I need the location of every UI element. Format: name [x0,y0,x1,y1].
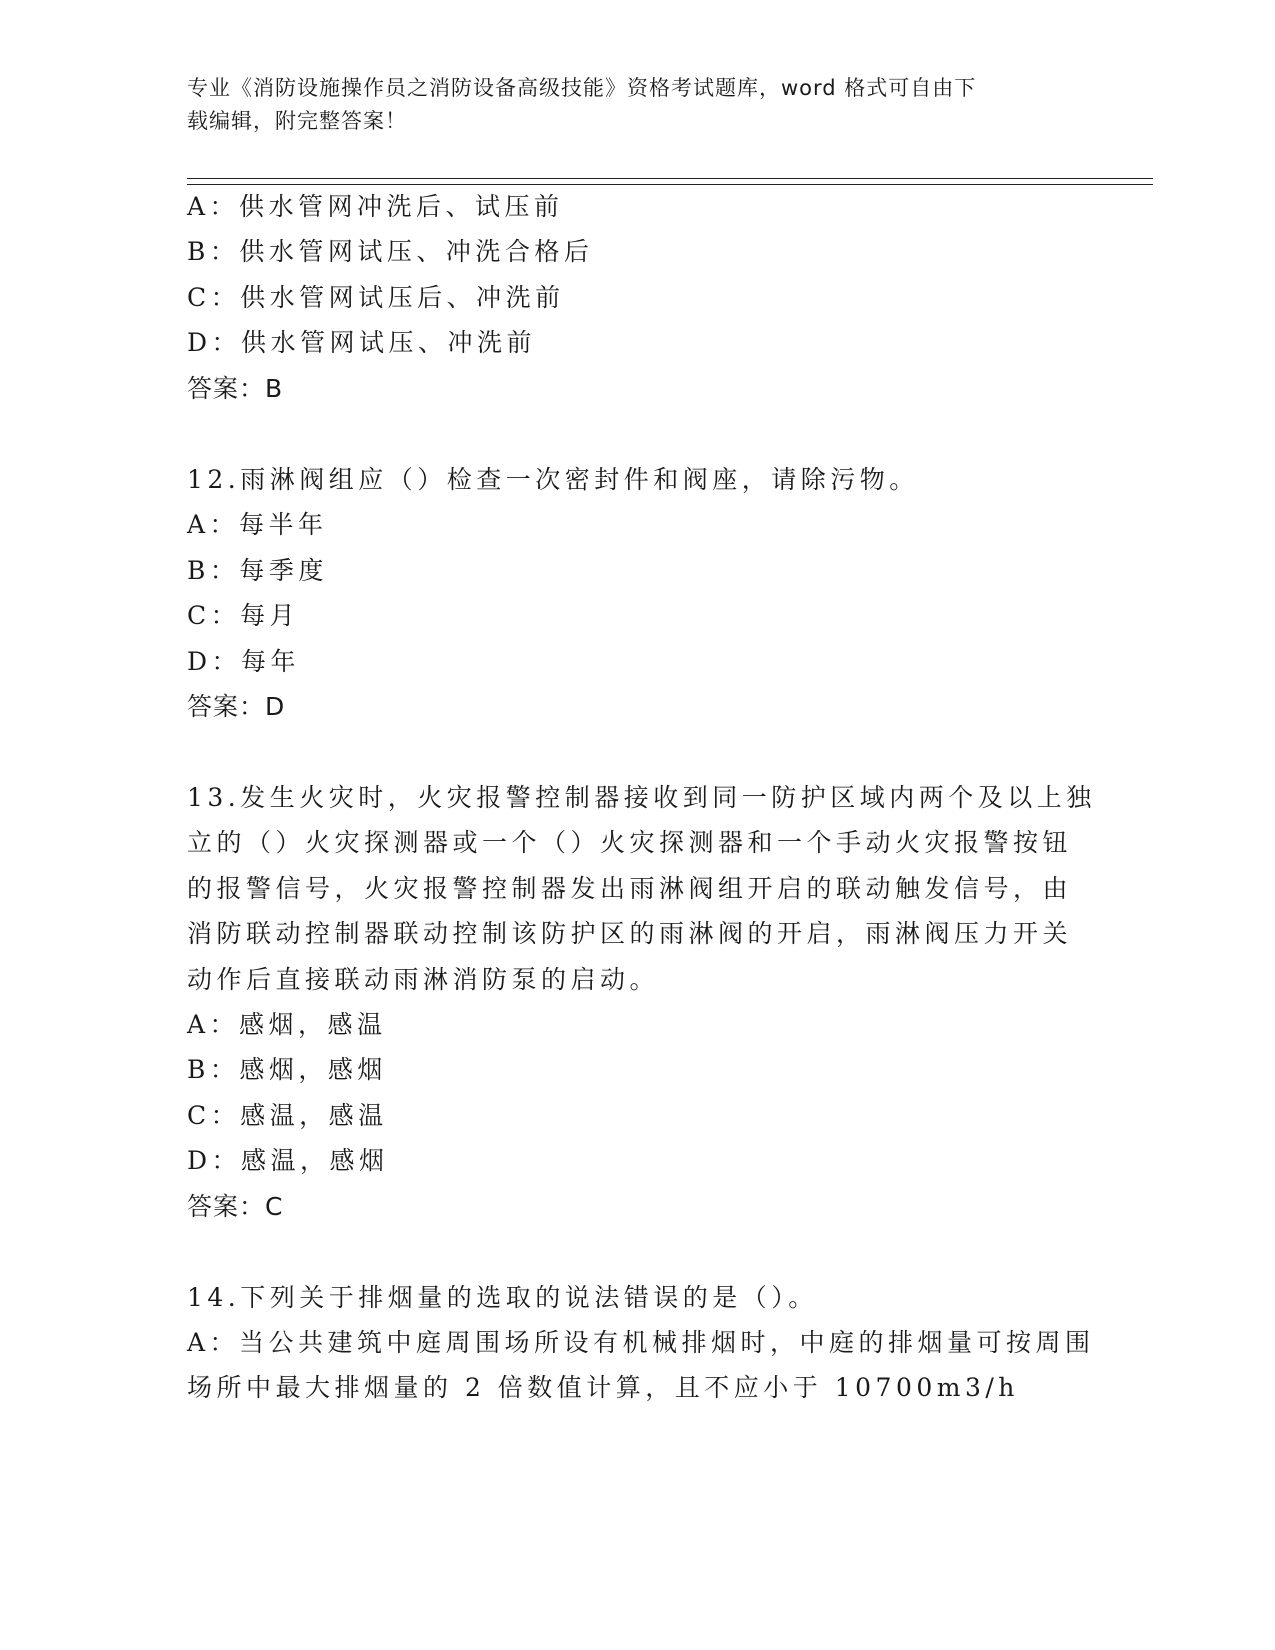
header-line-2: 载编辑，附完整答案！ [187,109,407,133]
q12-option-d: D：每年 [187,647,301,676]
q12-question: 12.雨淋阀组应（）检查一次密封件和阀座，请除污物。 [187,465,919,494]
q14-option-a-line-2: 场所中最大排烟量的 2 倍数值计算，且不应小于 10700m3/h [187,1373,1019,1402]
header-divider-bottom [187,184,1153,185]
q13-answer: 答案：C [187,1192,284,1221]
q12-option-b: B：每季度 [187,556,328,585]
q13-question-line-5: 动作后直接联动雨淋消防泵的启动。 [187,965,660,994]
q12-option-a: A：每半年 [187,510,328,539]
q14-option-a-line-1: A：当公共建筑中庭周围场所设有机械排烟时，中庭的排烟量可按周围 [187,1328,1095,1357]
q13-question-line-1: 13.发生火灾时，火灾报警控制器接收到同一防护区域内两个及以上独 [187,783,1096,812]
q11-option-b: B：供水管网试压、冲洗合格后 [187,237,594,266]
q13-question-line-2: 立的（）火灾探测器或一个（）火灾探测器和一个手动火灾报警按钮 [187,828,1073,857]
q13-option-b: B：感烟，感烟 [187,1055,387,1084]
header-line-1: 专业《消防设施操作员之消防设备高级技能》资格考试题库，word 格式可自由下 [187,76,977,100]
q13-option-d: D：感温，感烟 [187,1146,389,1175]
q11-option-d: D：供水管网试压、冲洗前 [187,328,537,357]
q13-option-c: C：感温，感温 [187,1101,388,1130]
q13-question-line-4: 消防联动控制器联动控制该防护区的雨淋阀的开启，雨淋阀压力开关 [187,919,1073,948]
q12-answer: 答案：D [187,692,286,721]
q13-question-line-3: 的报警信号，火灾报警控制器发出雨淋阀组开启的联动触发信号，由 [187,874,1073,903]
q11-option-c: C：供水管网试压后、冲洗前 [187,283,565,312]
header-divider-top [187,178,1153,179]
q12-option-c: C：每月 [187,601,300,630]
q14-question: 14.下列关于排烟量的选取的说法错误的是（）。 [187,1283,818,1312]
document-header [187,72,1087,138]
q11-answer: 答案：B [187,374,284,403]
q11-option-a: A：供水管网冲洗后、试压前 [187,192,564,221]
q13-option-a: A：感烟，感温 [187,1010,387,1039]
